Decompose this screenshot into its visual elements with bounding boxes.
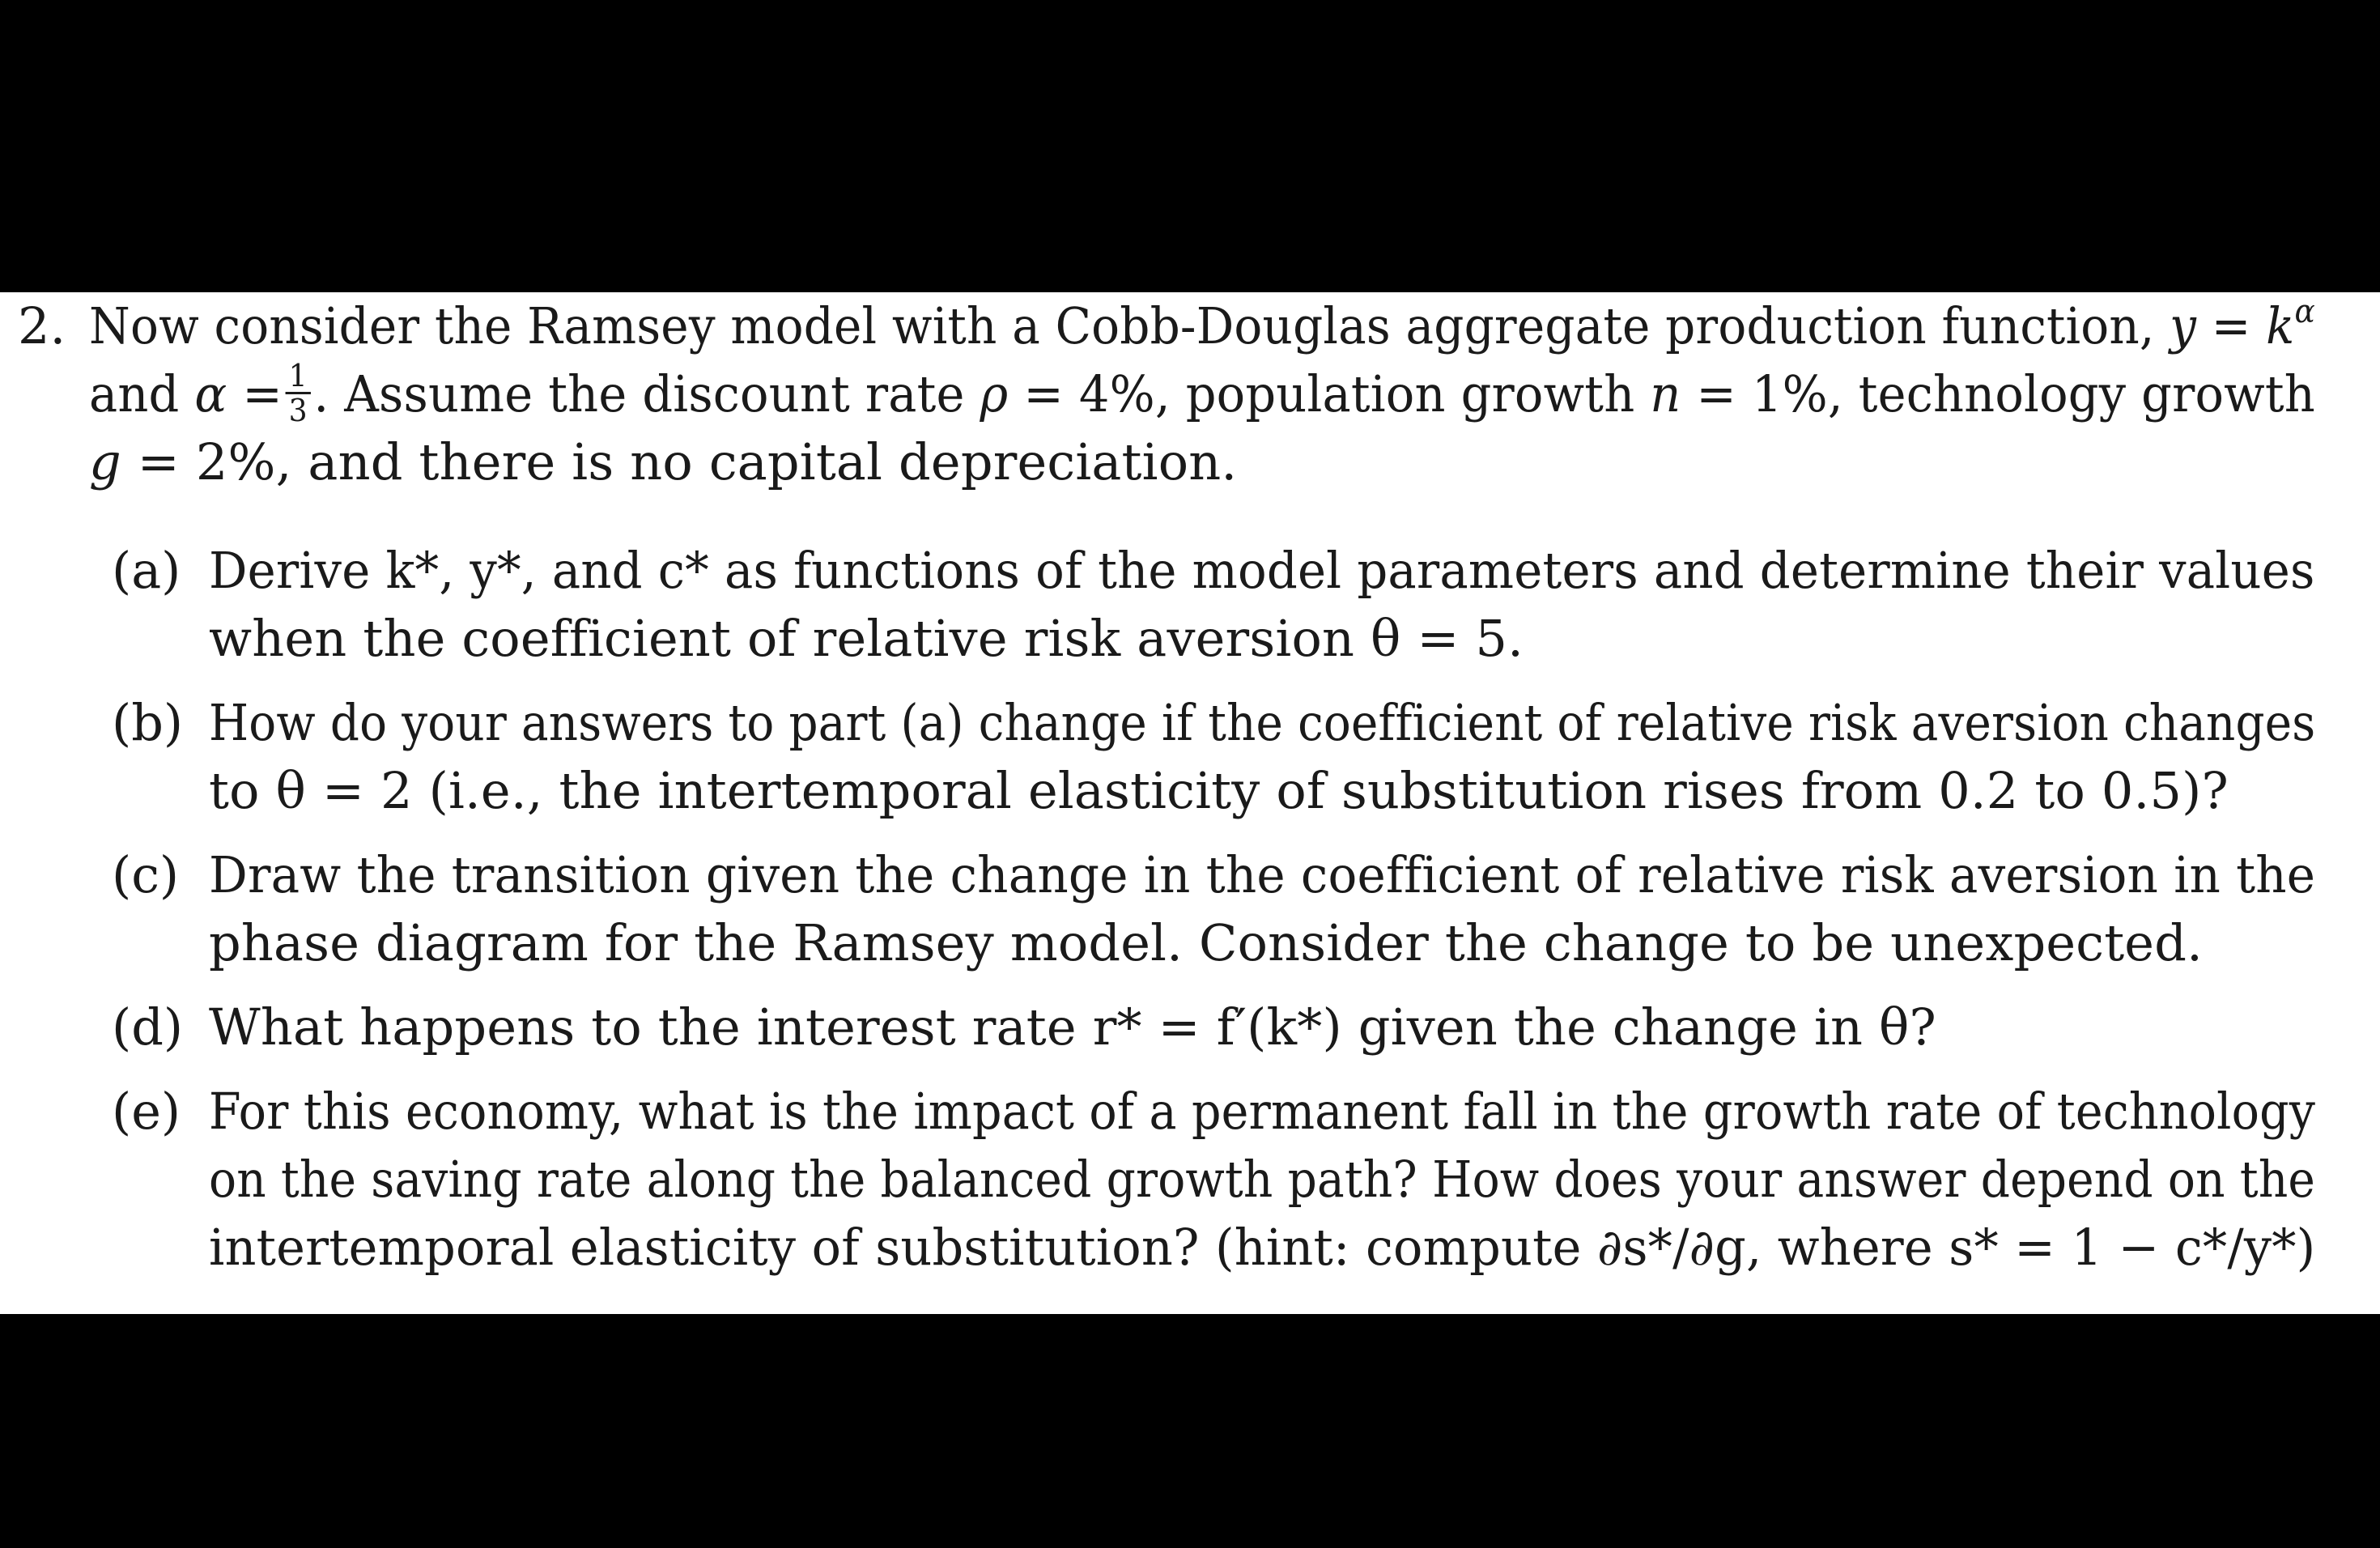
intro-line-1-text: Now consider the Ramsey model with a Cobb-Douglas aggregate production function, — [89, 296, 2170, 355]
n-symbol: n — [1650, 364, 1681, 423]
part-d-line-1: What happens to the interest rate r* = f′(k*) given the change in θ? — [209, 997, 1936, 1057]
rho-symbol: ρ — [980, 364, 1009, 423]
part-c-line-2: phase diagram for the Ramsey model. Consider the change to be unexpected. — [209, 913, 2203, 972]
part-e-label: (e) — [112, 1082, 181, 1141]
part-a-line-2: when the coefficient of relative risk aversion θ = 5. — [209, 609, 1524, 668]
alpha-symbol: α = — [194, 364, 283, 423]
part-b-label: (b) — [112, 693, 184, 752]
g-symbol: g — [89, 432, 121, 491]
bottom-black-band — [0, 1314, 2380, 1548]
intro-line-1 — [89, 292, 2315, 360]
part-a-label: (a) — [112, 541, 181, 600]
part-c-label: (c) — [112, 845, 180, 904]
intro-line-2: and α = $\frac{1}{3}$ . Assume the discount rate ρ = 4%, population growth n = 1%, technology growth — [89, 358, 2315, 429]
part-e-line-3: intertemporal elasticity of substitution? (hint: compute ∂s*/∂g, where s* = 1 − c*/y*) — [209, 1218, 2316, 1277]
problem-sheet — [0, 292, 2380, 1314]
problem-number: 2. — [18, 296, 66, 355]
part-e-line-1: For this economy, what is the impact of a permanent fall in the growth rate of technology — [209, 1082, 2316, 1141]
part-a-line-1: Derive k*, y*, and c* as functions of the model parameters and determine their values — [209, 541, 2315, 600]
part-d-label: (d) — [112, 997, 184, 1057]
part-e-line-2: on the saving rate along the balanced growth path? How does your answer depend on the — [209, 1150, 2316, 1209]
intro-line-3: g = 2%, and there is no capital depreciation. — [89, 432, 1238, 491]
part-b-line-1: How do your answers to part (a) change if the coefficient of relative risk aversion changes — [209, 693, 2316, 752]
part-b-line-2: to θ = 2 (i.e., the intertemporal elasticity of substitution rises from 0.2 to 0.5)? — [209, 761, 2229, 820]
one-third-fraction: $\frac{1}{3}$ — [286, 359, 311, 427]
top-black-band — [0, 0, 2380, 292]
production-function: $y = k^\alpha$ — [2170, 293, 2315, 355]
part-c-line-1: Draw the transition given the change in the coefficient of relative risk aversion in the — [209, 845, 2316, 904]
